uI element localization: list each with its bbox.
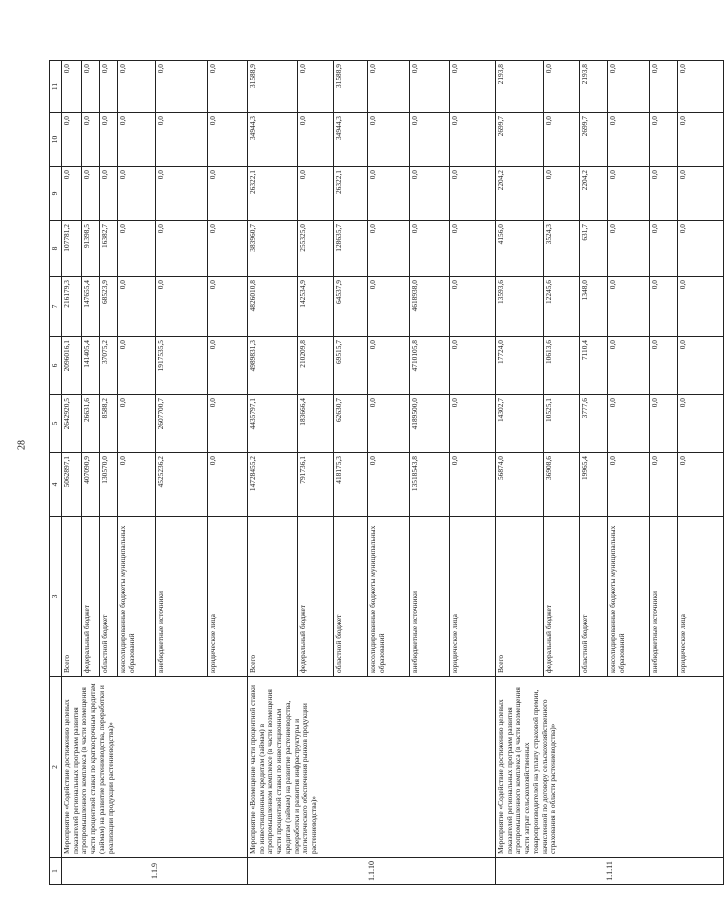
funding-value: 0,0	[678, 167, 724, 221]
funding-value: 0,0	[100, 113, 118, 167]
funding-value: 0,0	[450, 221, 496, 277]
measure-id: 1.1.10	[248, 858, 496, 885]
funding-value: 0,0	[368, 167, 410, 221]
funding-value: 0,0	[156, 221, 208, 277]
column-number-7: 7	[50, 277, 62, 337]
funding-value: 0,0	[678, 337, 724, 395]
funding-value: 0,0	[410, 61, 450, 113]
funding-value: 14728455,2	[248, 453, 298, 517]
table-row	[496, 61, 544, 885]
column-number-4: 4	[50, 453, 62, 517]
funding-value: 142534,9	[298, 277, 334, 337]
funding-value: 0,0	[410, 113, 450, 167]
funding-source: внебюджетные источники	[410, 517, 450, 677]
funding-value: 0,0	[608, 277, 650, 337]
funding-value: 1348,0	[580, 277, 608, 337]
funding-value: 4435797,1	[248, 395, 298, 453]
funding-value: 3777,6	[580, 395, 608, 453]
funding-value: 62630,7	[334, 395, 368, 453]
funding-value: 0,0	[208, 113, 248, 167]
funding-value: 0,0	[298, 61, 334, 113]
funding-value: 0,0	[678, 221, 724, 277]
funding-source: юридические лица	[208, 517, 248, 677]
column-number-6: 6	[50, 337, 62, 395]
funding-value: 0,0	[82, 113, 100, 167]
funding-value: 0,0	[650, 113, 678, 167]
column-number-10: 10	[50, 113, 62, 167]
funding-source: юридические лица	[678, 517, 724, 677]
funding-value: 17724,0	[496, 337, 544, 395]
funding-value: 5062897,1	[62, 453, 82, 517]
funding-value: 0,0	[156, 167, 208, 221]
funding-value: 2204,2	[496, 167, 544, 221]
funding-value: 4618938,0	[410, 277, 450, 337]
funding-value: 0,0	[650, 337, 678, 395]
funding-value: 36908,6	[544, 453, 580, 517]
funding-value: 34944,3	[248, 113, 298, 167]
funding-value: 2699,7	[580, 113, 608, 167]
funding-value: 4710105,8	[410, 337, 450, 395]
funding-value: 56874,0	[496, 453, 544, 517]
funding-value: 0,0	[678, 395, 724, 453]
funding-value: 10525,1	[544, 395, 580, 453]
funding-value: 0,0	[544, 61, 580, 113]
column-number-3: 3	[50, 517, 62, 677]
funding-value: 128635,7	[334, 221, 368, 277]
funding-value: 631,7	[580, 221, 608, 277]
funding-value: 2204,2	[580, 167, 608, 221]
funding-value: 0,0	[650, 277, 678, 337]
funding-value: 183666,4	[298, 395, 334, 453]
funding-value: 0,0	[62, 61, 82, 113]
funding-source: федеральный бюджет	[82, 517, 100, 677]
funding-source: федеральный бюджет	[298, 517, 334, 677]
funding-value: 0,0	[544, 113, 580, 167]
table-row	[248, 61, 298, 885]
funding-value: 0,0	[450, 113, 496, 167]
funding-value: 0,0	[118, 113, 156, 167]
funding-value: 0,0	[410, 221, 450, 277]
funding-value: 14302,7	[496, 395, 544, 453]
funding-value: 0,0	[608, 61, 650, 113]
funding-value: 0,0	[118, 167, 156, 221]
column-number-2: 2	[50, 677, 62, 858]
funding-source: внебюджетные источники	[650, 517, 678, 677]
header-row	[50, 61, 62, 885]
funding-value: 418175,3	[334, 453, 368, 517]
funding-value: 0,0	[650, 395, 678, 453]
funding-value: 0,0	[208, 337, 248, 395]
funding-value: 0,0	[156, 113, 208, 167]
funding-source: внебюджетные источники	[156, 517, 208, 677]
funding-value: 26322,1	[334, 167, 368, 221]
funding-value: 4989831,3	[248, 337, 298, 395]
rotated-page-area	[49, 61, 687, 885]
funding-value: 0,0	[208, 277, 248, 337]
funding-value: 0,0	[208, 453, 248, 517]
column-number-11: 11	[50, 61, 62, 113]
funding-value: 0,0	[62, 167, 82, 221]
funding-value: 0,0	[608, 113, 650, 167]
funding-value: 0,0	[608, 453, 650, 517]
funding-value: 0,0	[608, 167, 650, 221]
funding-value: 31588,9	[334, 61, 368, 113]
funding-value: 107781,2	[62, 221, 82, 277]
funding-value: 0,0	[450, 167, 496, 221]
funding-value: 0,0	[608, 337, 650, 395]
measure-title: Мероприятие «Содействие достижению целевых показателей региональных программ развития агропромышленного комплекса (в части возмещения части процентной ставки по краткосрочным кредитам (займам) на развитие растениеводства, переработки и реализации продукции растениеводства)»	[62, 677, 248, 858]
funding-value: 31588,9	[248, 61, 298, 113]
funding-source: Всего	[62, 517, 82, 677]
funding-value: 0,0	[678, 61, 724, 113]
funding-value: 4189500,0	[410, 395, 450, 453]
table-body	[50, 61, 724, 885]
page-number: 28	[16, 440, 28, 450]
funding-value: 7110,4	[580, 337, 608, 395]
funding-value: 2642920,5	[62, 395, 82, 453]
funding-value: 255325,0	[298, 221, 334, 277]
funding-value: 2699,7	[496, 113, 544, 167]
funding-value: 69515,7	[334, 337, 368, 395]
funding-value: 0,0	[208, 61, 248, 113]
column-number-1: 1	[50, 858, 62, 885]
column-number-5: 5	[50, 395, 62, 453]
funding-value: 16382,7	[100, 221, 118, 277]
funding-value: 0,0	[650, 453, 678, 517]
funding-value: 0,0	[650, 221, 678, 277]
funding-value: 0,0	[156, 61, 208, 113]
funding-value: 210209,8	[298, 337, 334, 395]
funding-value: 0,0	[208, 395, 248, 453]
funding-value: 0,0	[156, 277, 208, 337]
funding-value: 0,0	[450, 61, 496, 113]
funding-value: 12245,6	[544, 277, 580, 337]
measure-title: Мероприятие «Возмещение части процентной ставки по инвестиционным кредитам (займам) в агропромышленном комплексе (в части возмещения части процентной ставки по инвестиционным кредитам (займам) на развитие растениеводства, переработки и развития инфраструктуры и логистического обеспечения рынков продукции растениеводства)»	[248, 677, 496, 858]
funding-value: 0,0	[678, 113, 724, 167]
funding-value: 68523,9	[100, 277, 118, 337]
funding-source: федеральный бюджет	[544, 517, 580, 677]
funding-value: 3524,3	[544, 221, 580, 277]
funding-source: консолидированные бюджеты муниципальных образований	[368, 517, 410, 677]
measure-id: 1.1.9	[62, 858, 248, 885]
funding-value: 1917535,5	[156, 337, 208, 395]
funding-value: 0,0	[118, 453, 156, 517]
table-row	[62, 61, 82, 885]
funding-value: 0,0	[678, 453, 724, 517]
measure-title: Мероприятие «Содействие достижению целевых показателей региональных программ развития агропромышленного комплекса (в части возмещения части затрат сельскохозяйственных товаропроизводителей на уплату страховой премии, начисленной по договору сельскохозяйственного страхования в области растениеводства)»	[496, 677, 724, 858]
funding-value: 141405,4	[82, 337, 100, 395]
funding-value: 2193,8	[496, 61, 544, 113]
measure-id: 1.1.11	[496, 858, 724, 885]
funding-value: 0,0	[368, 221, 410, 277]
funding-value: 0,0	[450, 453, 496, 517]
funding-value: 0,0	[298, 113, 334, 167]
funding-source: областной бюджет	[334, 517, 368, 677]
funding-value: 0,0	[450, 337, 496, 395]
funding-value: 0,0	[450, 395, 496, 453]
funding-value: 0,0	[650, 167, 678, 221]
funding-value: 0,0	[118, 61, 156, 113]
funding-value: 4826010,8	[248, 277, 298, 337]
funding-value: 0,0	[410, 167, 450, 221]
funding-value: 0,0	[118, 221, 156, 277]
funding-value: 0,0	[118, 337, 156, 395]
funding-value: 2607700,7	[156, 395, 208, 453]
funding-value: 4525236,2	[156, 453, 208, 517]
funding-value: 26322,1	[248, 167, 298, 221]
funding-value: 0,0	[118, 395, 156, 453]
funding-value: 8588,2	[100, 395, 118, 453]
funding-value: 130570,0	[100, 453, 118, 517]
funding-table	[49, 60, 724, 885]
funding-value: 0,0	[100, 167, 118, 221]
funding-source: областной бюджет	[100, 517, 118, 677]
funding-value: 791736,1	[298, 453, 334, 517]
funding-value: 0,0	[368, 337, 410, 395]
funding-value: 4156,0	[496, 221, 544, 277]
funding-value: 19965,4	[580, 453, 608, 517]
funding-value: 0,0	[368, 453, 410, 517]
funding-value: 34944,3	[334, 113, 368, 167]
funding-source: Всего	[496, 517, 544, 677]
funding-value: 37075,2	[100, 337, 118, 395]
funding-value: 147655,4	[82, 277, 100, 337]
funding-value: 26631,6	[82, 395, 100, 453]
column-number-9: 9	[50, 167, 62, 221]
funding-value: 0,0	[118, 277, 156, 337]
funding-value: 0,0	[650, 61, 678, 113]
funding-value: 0,0	[678, 277, 724, 337]
funding-value: 407090,9	[82, 453, 100, 517]
funding-value: 0,0	[450, 277, 496, 337]
funding-source: областной бюджет	[580, 517, 608, 677]
funding-source: консолидированные бюджеты муниципальных образований	[608, 517, 650, 677]
funding-value: 0,0	[62, 113, 82, 167]
funding-value: 64537,9	[334, 277, 368, 337]
funding-value: 2096016,1	[62, 337, 82, 395]
funding-value: 0,0	[368, 277, 410, 337]
funding-value: 13593,6	[496, 277, 544, 337]
funding-value: 0,0	[82, 167, 100, 221]
funding-value: 0,0	[368, 61, 410, 113]
funding-source: Всего	[248, 517, 298, 677]
funding-value: 0,0	[208, 167, 248, 221]
funding-value: 0,0	[608, 221, 650, 277]
funding-value: 0,0	[608, 395, 650, 453]
funding-value: 0,0	[298, 167, 334, 221]
funding-source: юридические лица	[450, 517, 496, 677]
funding-value: 0,0	[208, 221, 248, 277]
funding-value: 10613,6	[544, 337, 580, 395]
funding-value: 0,0	[82, 61, 100, 113]
funding-value: 2193,8	[580, 61, 608, 113]
funding-value: 0,0	[100, 61, 118, 113]
column-number-8: 8	[50, 221, 62, 277]
funding-value: 383960,7	[248, 221, 298, 277]
funding-value: 216179,3	[62, 277, 82, 337]
funding-value: 0,0	[544, 167, 580, 221]
funding-source: консолидированные бюджеты муниципальных образований	[118, 517, 156, 677]
funding-value: 0,0	[368, 395, 410, 453]
funding-value: 0,0	[368, 113, 410, 167]
funding-value: 13518543,8	[410, 453, 450, 517]
funding-value: 91398,5	[82, 221, 100, 277]
